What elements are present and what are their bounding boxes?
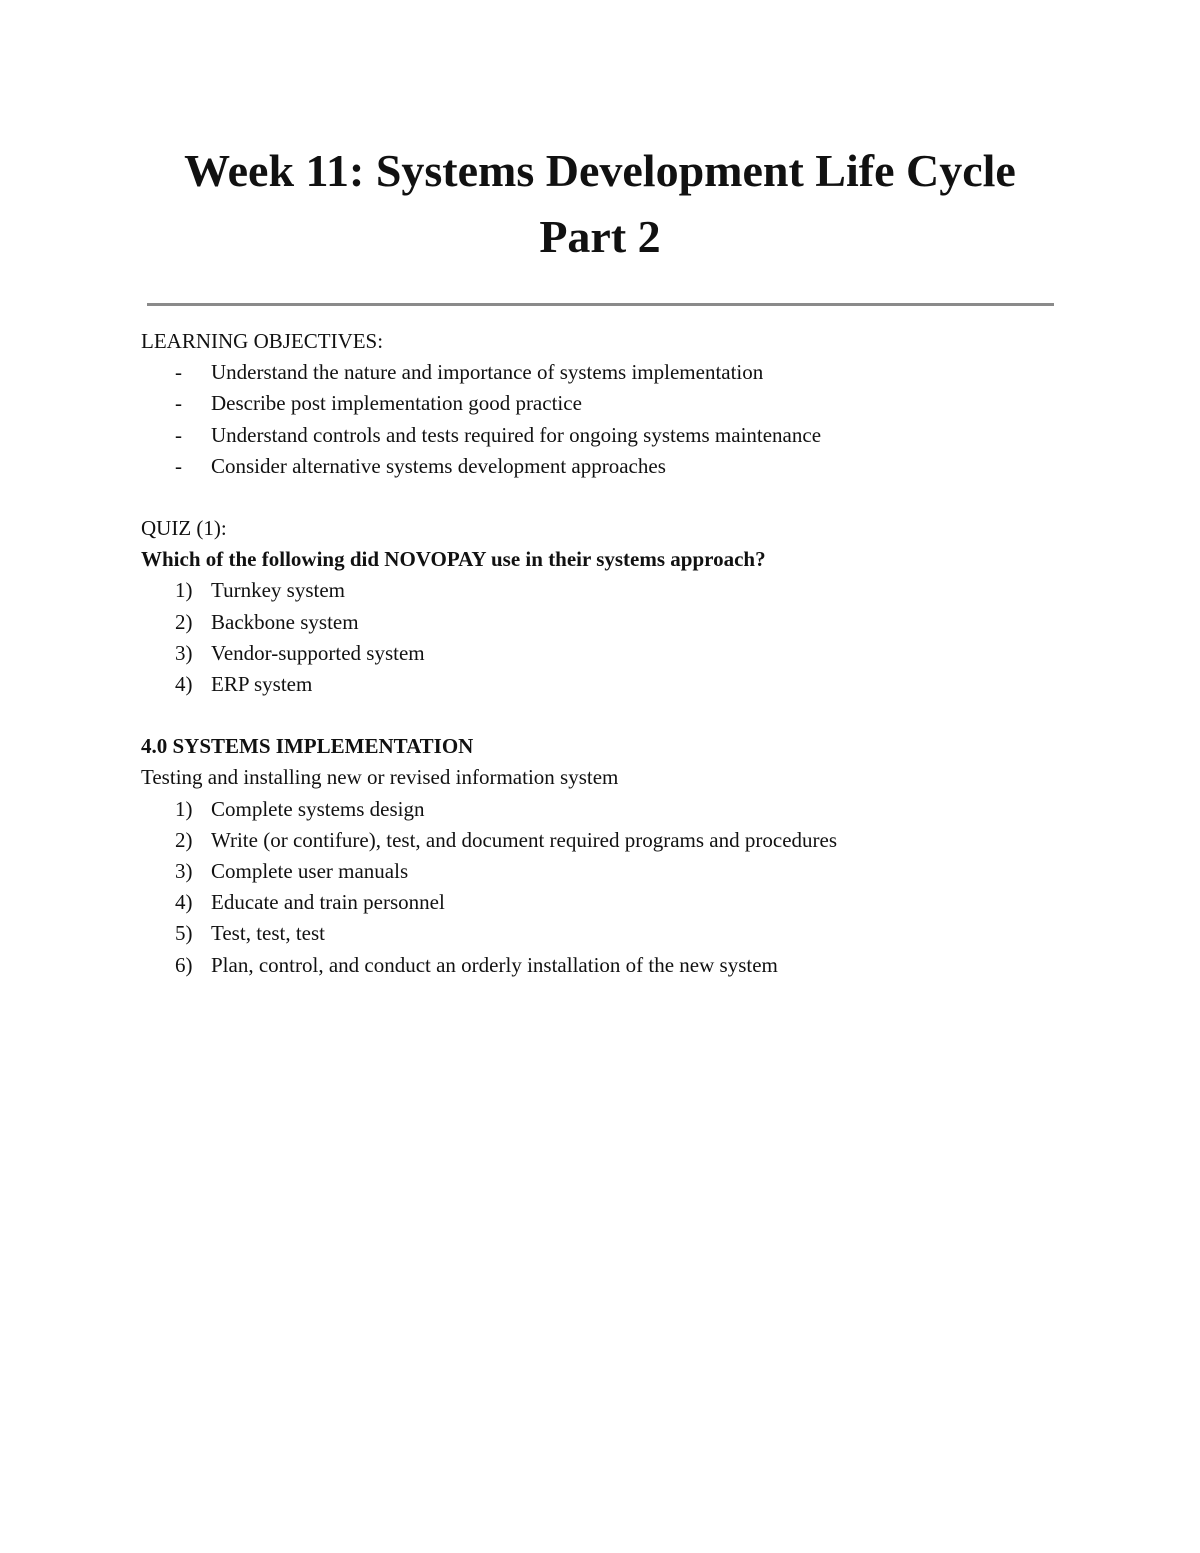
- quiz-section: [141, 513, 1061, 700]
- list-item: [141, 357, 1061, 388]
- list-item: [141, 575, 1061, 606]
- list-item: [141, 825, 1061, 856]
- list-item-text: Plan, control, and conduct an orderly installation of the new system: [211, 952, 778, 977]
- learning-objectives-section: [141, 326, 1061, 482]
- list-number: 3): [175, 640, 193, 665]
- dash-marker: -: [175, 360, 182, 385]
- horizontal-divider: [147, 303, 1054, 306]
- spacer: [141, 700, 1061, 731]
- list-item-text: Understand the nature and importance of systems implementation: [211, 360, 764, 385]
- list-number: 5): [175, 921, 193, 946]
- list-item-text: Describe post implementation good practice: [211, 391, 582, 416]
- list-item-text: Consider alternative systems development approaches: [211, 453, 666, 478]
- list-item-text: Understand controls and tests required for ongoing systems maintenance: [211, 422, 822, 447]
- learning-objectives-heading: LEARNING OBJECTIVES:: [141, 329, 384, 353]
- page-title: [0, 138, 1200, 270]
- spacer: [141, 482, 1061, 513]
- implementation-description: Testing and installing new or revised information system: [141, 765, 619, 790]
- learning-objectives-list: [141, 357, 1061, 482]
- list-item: [141, 607, 1061, 638]
- list-item-text: Complete systems design: [211, 796, 425, 821]
- dash-marker: -: [175, 391, 182, 416]
- quiz-heading: QUIZ (1):: [141, 516, 227, 541]
- implementation-heading: 4.0 SYSTEMS IMPLEMENTATION: [141, 734, 474, 759]
- list-item-text: Test, test, test: [211, 921, 326, 946]
- list-item: [141, 451, 1061, 482]
- list-item: [141, 950, 1061, 981]
- list-item: [141, 794, 1061, 825]
- list-item-text: Complete user manuals: [211, 859, 409, 884]
- list-item-text: Educate and train personnel: [211, 890, 445, 915]
- list-item: [141, 388, 1061, 419]
- dash-marker: -: [175, 453, 182, 478]
- list-item-text: Backbone system: [211, 609, 359, 634]
- list-number: 3): [175, 859, 193, 884]
- list-item: [141, 856, 1061, 887]
- list-item-text: Write (or contifure), test, and document required programs and procedures: [211, 827, 838, 852]
- list-item: [141, 918, 1061, 949]
- list-item: [141, 420, 1061, 451]
- list-number: 2): [175, 827, 193, 852]
- list-number: 4): [175, 672, 193, 697]
- list-item: [141, 638, 1061, 669]
- document-body: [141, 326, 1061, 981]
- list-number: 6): [175, 952, 193, 977]
- implementation-section: [141, 731, 1061, 981]
- list-number: 2): [175, 609, 193, 634]
- quiz-options-list: [141, 575, 1061, 700]
- page-title-line-2: Part 2: [539, 211, 661, 262]
- implementation-steps-list: [141, 794, 1061, 981]
- list-number: 1): [175, 578, 193, 603]
- list-number: 1): [175, 796, 193, 821]
- list-item-text: Vendor-supported system: [211, 640, 425, 665]
- list-item-text: ERP system: [211, 672, 313, 697]
- dash-marker: -: [175, 422, 182, 447]
- list-item-text: Turnkey system: [211, 578, 345, 603]
- list-item: [141, 669, 1061, 700]
- quiz-question: Which of the following did NOVOPAY use in their systems approach?: [141, 547, 766, 572]
- page-title-line-1: Week 11: Systems Development Life Cycle: [184, 145, 1016, 196]
- list-item: [141, 887, 1061, 918]
- list-number: 4): [175, 890, 193, 915]
